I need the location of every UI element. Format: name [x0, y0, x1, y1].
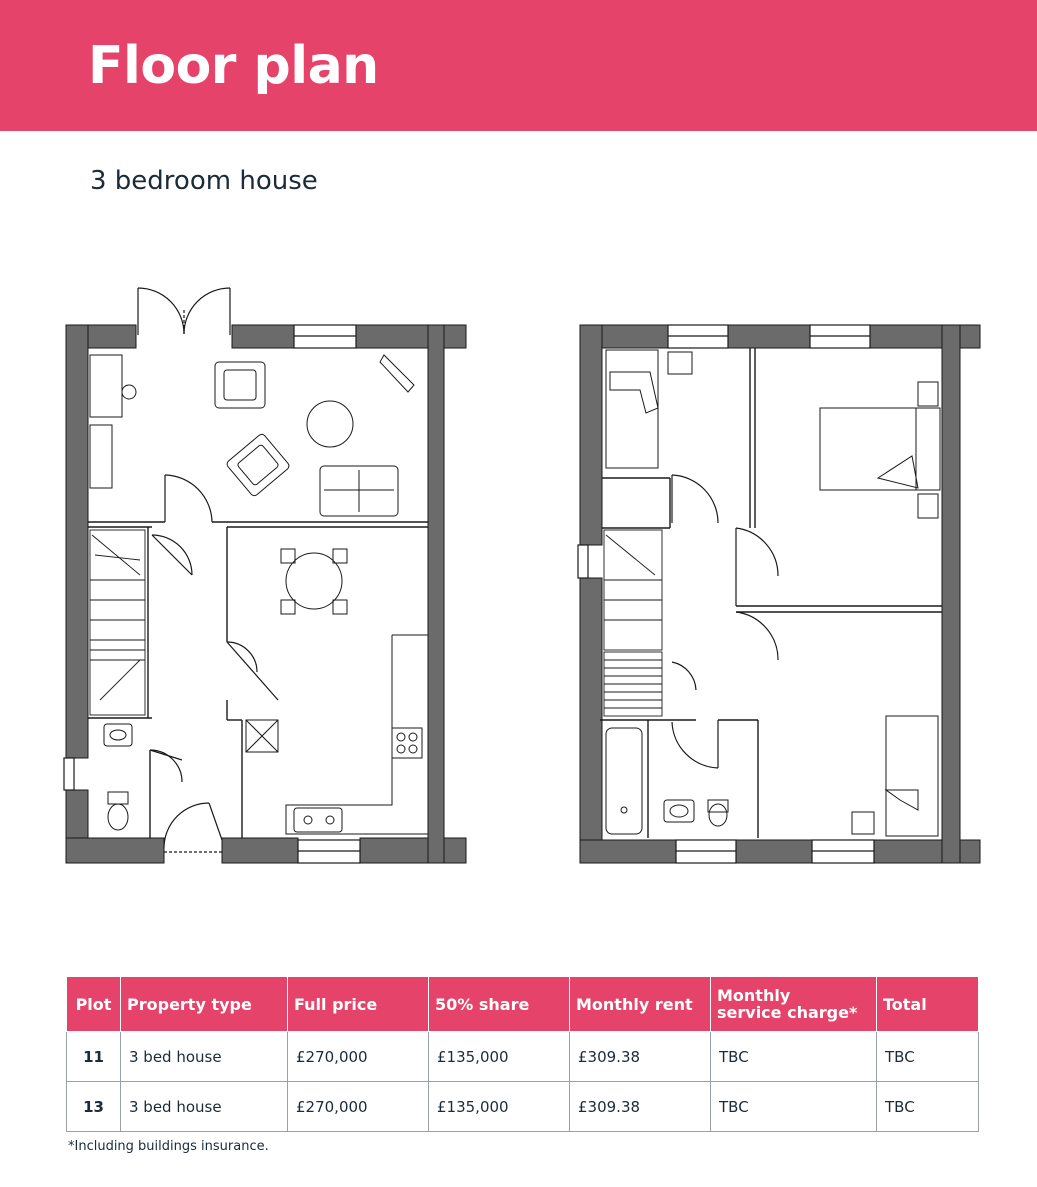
cell-full-price: £270,000 [288, 1032, 429, 1082]
floor-plan-svg [60, 280, 985, 870]
ground-floor-doors [150, 475, 278, 852]
table-row [67, 1082, 979, 1132]
first-floor-internal-walls [600, 348, 942, 838]
ground-floor-internal-walls [88, 522, 428, 838]
cell-plot: 11 [67, 1032, 121, 1082]
page-title: Floor plan [88, 36, 379, 96]
column-header-share: 50% share [429, 977, 570, 1032]
ground-floor-walls [66, 325, 466, 863]
table-header-row [67, 977, 979, 1032]
first-floor-furniture [606, 350, 940, 836]
cell-share: £135,000 [429, 1032, 570, 1082]
ground-floor-stairs [90, 530, 145, 715]
cell-property-type: 3 bed house [121, 1082, 288, 1132]
cell-monthly-rent: £309.38 [570, 1032, 711, 1082]
title-banner [0, 0, 1037, 131]
cell-total: TBC [877, 1032, 979, 1082]
ground-floor-plan [64, 288, 466, 863]
cell-share: £135,000 [429, 1082, 570, 1132]
cell-plot: 13 [67, 1082, 121, 1132]
column-header-monthly-rent: Monthly rent [570, 977, 711, 1032]
footnote: *Including buildings insurance. [68, 1139, 269, 1154]
first-floor-stairs [604, 530, 662, 716]
cell-total: TBC [877, 1082, 979, 1132]
column-header-property-type: Property type [121, 977, 288, 1032]
first-floor-windows [578, 325, 874, 863]
cell-service-charge: TBC [711, 1032, 877, 1082]
first-floor-plan [578, 325, 980, 863]
service-charge-header-line2: service charge* [717, 1003, 858, 1022]
page-subtitle: 3 bedroom house [90, 166, 318, 196]
column-header-service-charge [711, 977, 877, 1032]
column-header-total: Total [877, 977, 979, 1032]
service-charge-header-line1: Monthly [717, 986, 791, 1005]
first-floor-doors [672, 475, 778, 768]
column-header-plot: Plot [67, 977, 121, 1032]
price-table [66, 976, 979, 1132]
french-doors [138, 288, 230, 335]
column-header-full-price: Full price [288, 977, 429, 1032]
cell-full-price: £270,000 [288, 1082, 429, 1132]
cell-monthly-rent: £309.38 [570, 1082, 711, 1132]
ground-floor-furniture [90, 355, 428, 834]
cell-property-type: 3 bed house [121, 1032, 288, 1082]
floor-plan-drawings [60, 280, 985, 870]
cell-service-charge: TBC [711, 1082, 877, 1132]
table-row [67, 1032, 979, 1082]
